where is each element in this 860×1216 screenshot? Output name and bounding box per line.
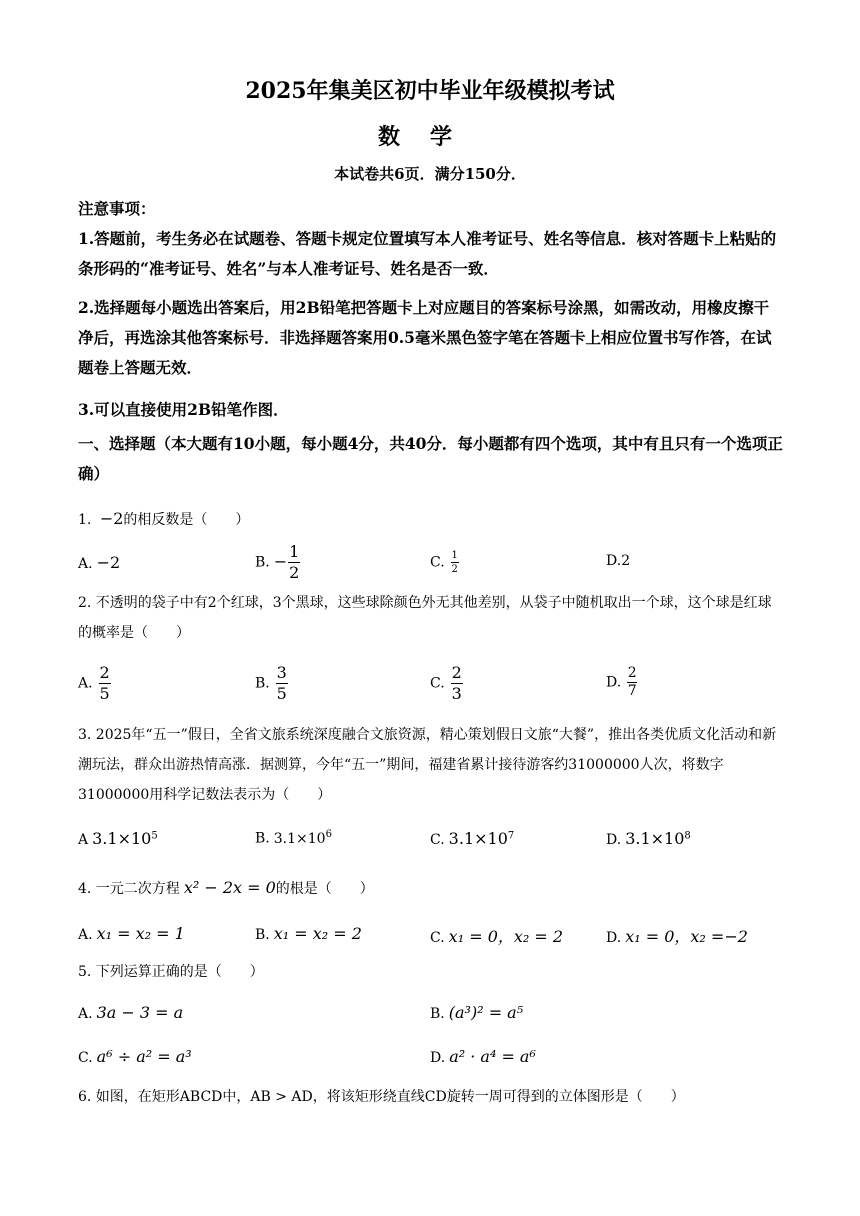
section-heading: 一、选择题（本大题有10小题，每小题4分，共40分．每小题都有四个选项，其中有且只有一个选项正确） bbox=[78, 434, 783, 483]
q4-option-d: D. x₁ = 0，x₂ =−2 bbox=[606, 927, 748, 946]
q2-option-a: A. $\frac{2}{5}$ bbox=[78, 663, 110, 703]
q3-option-c: C. $3.1\times 10^7$ bbox=[430, 829, 515, 848]
question-4-stem: 4. 一元二次方程 x² − 2x = 0的根是（ ） bbox=[78, 878, 374, 897]
q5-option-d: D. a² · a⁴ = a⁶ bbox=[430, 1047, 536, 1066]
q4-option-b: B. x₁ = x₂ = 2 bbox=[255, 924, 362, 943]
q5-option-c: C. a⁶ ÷ a² = a³ bbox=[78, 1047, 192, 1066]
q1-option-d: D.2 bbox=[606, 553, 631, 569]
q2-option-d: D. $\frac{2}{7}$ bbox=[606, 665, 637, 699]
subject-title: 数学 bbox=[377, 124, 482, 150]
question-6-stem: 6. 如图，在矩形ABCD中，AB > AD，将该矩形绕直线CD旋转一周可得到的立体图形是（ ） bbox=[78, 1089, 685, 1105]
notice-item-3: 3.可以直接使用2B铅笔作图． bbox=[78, 400, 289, 419]
q1-option-c: C. $\frac{1}{2}$ bbox=[430, 550, 458, 575]
q1-option-b: B. − $\frac{1}{2}$ bbox=[255, 542, 300, 582]
q4-option-c: C. x₁ = 0，x₂ = 2 bbox=[430, 927, 564, 946]
q3-option-b: B. $3.1\times 10^6$ bbox=[255, 829, 332, 847]
question-1-stem: 1. −2的相反数是（ ） bbox=[78, 509, 250, 528]
exam-title: 2025年集美区初中毕业年级模拟考试 bbox=[245, 78, 615, 104]
exam-info: 本试卷共6页．满分150分． bbox=[334, 165, 526, 183]
notice-item-1: 1.答题前，考生务必在试题卷、答题卡规定位置填写本人准考证号、姓名等信息．核对答题卡上粘贴的条形码的“准考证号、姓名”与本人准考证号、姓名是否一致． bbox=[78, 229, 777, 278]
q3-option-a: A $3.1\times 10^5$ bbox=[78, 829, 158, 848]
notice-heading: 注意事项： bbox=[78, 199, 156, 218]
question-2-stem: 2. 不透明的袋子中有2个红球，3个黑球，这些球除颜色外无其他差别，从袋子中随机取出一个球，这个球是红球的概率是（ ） bbox=[78, 595, 772, 641]
q2-option-b: B. $\frac{3}{5}$ bbox=[255, 663, 287, 703]
question-5-stem: 5. 下列运算正确的是（ ） bbox=[78, 964, 264, 980]
q5-option-b: B. (a³)² = a⁵ bbox=[430, 1003, 524, 1022]
q5-option-a: A. 3a − 3 = a bbox=[78, 1003, 184, 1022]
question-3-stem: 3. 2025年“五一”假日，全省文旅系统深度融合文旅资源，精心策划假日文旅“大餐”，推出各类优质文化活动和新潮玩法，群众出游热情高涨．据测算，今年“五一”期间，福建省累计接待游客约31000000人次，将数字31000000用科学记数法表示为（ ） bbox=[78, 727, 777, 803]
q3-option-d: D. $3.1\times 10^8$ bbox=[606, 829, 691, 848]
q4-option-a: A. x₁ = x₂ = 1 bbox=[78, 924, 185, 943]
notice-item-2: 2.选择题每小题选出答案后，用2B铅笔把答题卡上对应题目的答案标号涂黑，如需改动，用橡皮擦干净后，再选涂其他答案标号．非选择题答案用0.5毫米黑色签字笔在答题卡上相应位置书写作答，在试题卷上答题无效． bbox=[78, 298, 772, 377]
q2-option-c: C. $\frac{2}{3}$ bbox=[430, 663, 462, 703]
q1-option-a: A. −2 bbox=[78, 553, 121, 572]
